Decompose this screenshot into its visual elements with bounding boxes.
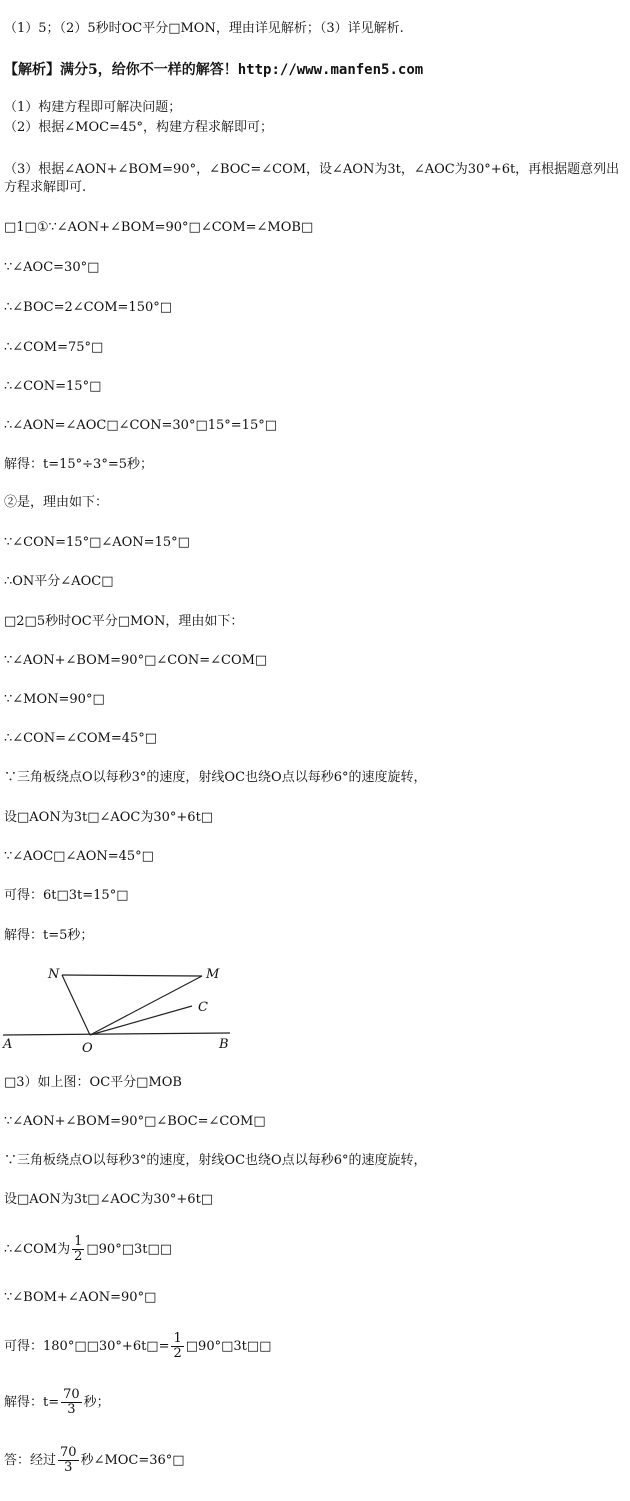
label-a: A bbox=[3, 1037, 13, 1052]
segment-nm bbox=[62, 975, 202, 976]
fraction-half: $\frac{1}{2}$ bbox=[74, 1234, 83, 1264]
part1-line: ∴∠AON=∠AOC□∠CON=30°□15°=15°□ bbox=[4, 418, 277, 433]
part1-line: □1□①∵∠AON+∠BOM=90°□∠COM=∠MOB□ bbox=[4, 220, 314, 235]
part3-line: ∵三角板绕点O以每秒3°的速度，射线OC也绕O点以每秒6°的速度旋转， bbox=[4, 1153, 427, 1168]
part2-line: 解得：t=5秒； bbox=[4, 928, 94, 943]
part2-line: ∴∠CON=∠COM=45°□ bbox=[4, 731, 158, 746]
part1-line: ∵∠CON=15°□∠AON=15°□ bbox=[4, 535, 190, 550]
label-o: O bbox=[82, 1041, 93, 1056]
label-c: C bbox=[198, 1000, 208, 1015]
line-ab bbox=[3, 1033, 230, 1035]
analysis-header-url: http://www.manfen5.com bbox=[237, 62, 424, 78]
hint-3: （3）根据∠AON+∠BOM=90°，∠BOC=∠COM，设∠AON为3t，∠AOC为30°+6t，再根据题意列出方程求解即可. bbox=[4, 162, 620, 195]
part2-line: ∵三角板绕点O以每秒3°的速度，射线OC也绕O点以每秒6°的速度旋转， bbox=[4, 770, 427, 785]
ray-oc bbox=[90, 1006, 192, 1035]
label-b: B bbox=[219, 1037, 229, 1052]
ray-on bbox=[62, 975, 90, 1035]
part2-line: ∵∠AON+∠BOM=90°□∠CON=∠COM□ bbox=[4, 653, 268, 668]
fraction-t: $\frac{70}{3}$ bbox=[63, 1387, 80, 1417]
fraction-t: $\frac{70}{3}$ bbox=[60, 1445, 77, 1475]
fraction-half: $\frac{1}{2}$ bbox=[173, 1331, 182, 1361]
part1-line: ∴ON平分∠AOC□ bbox=[4, 574, 114, 589]
part2-line: 可得：6t□3t=15°□ bbox=[4, 888, 129, 903]
analysis-header bbox=[4, 61, 626, 79]
part2-line: 设□AON为3t□∠AOC为30°+6t□ bbox=[4, 810, 214, 825]
part3-line: ∵∠BOM+∠AON=90°□ bbox=[4, 1290, 157, 1305]
part3-line: 设□AON为3t□∠AOC为30°+6t□ bbox=[4, 1192, 214, 1207]
part3-answer-line: 答：经过 $\frac{70}{3}$ 秒∠MOC=36°□ bbox=[4, 1445, 185, 1475]
part2-line: □2□5秒时OC平分□MON，理由如下： bbox=[4, 614, 244, 629]
part2-line: ∵∠MON=90°□ bbox=[4, 692, 105, 707]
part3-equation-line: 可得：180°□□30°+6t□= $\frac{1}{2}$ □90°□3t□□ bbox=[4, 1331, 272, 1361]
part1-line: ∴∠COM=75°□ bbox=[4, 340, 104, 355]
part1-line: ∴∠CON=15°□ bbox=[4, 379, 102, 394]
part3-line: □3）如上图：OC平分□MOB bbox=[4, 1075, 182, 1090]
part1-line: ②是，理由如下： bbox=[4, 495, 109, 510]
part1-line: ∴∠BOC=2∠COM=150°□ bbox=[4, 300, 173, 315]
part3-line: ∵∠AON+∠BOM=90°□∠BOC=∠COM□ bbox=[4, 1114, 266, 1129]
label-m: M bbox=[206, 967, 220, 982]
hint-2: （2）根据∠MOC=45°，构建方程求解即可； bbox=[4, 120, 274, 135]
part3-solution-line: 解得：t= $\frac{70}{3}$ 秒； bbox=[4, 1387, 110, 1417]
analysis-header-prefix: 【解析】满分5，给你不一样的解答！ bbox=[4, 62, 238, 78]
ray-om bbox=[90, 976, 202, 1035]
part1-line: ∵∠AOC=30°□ bbox=[4, 260, 100, 275]
hint-1: （1）构建方程即可解决问题； bbox=[4, 100, 182, 115]
label-n: N bbox=[48, 967, 60, 982]
part2-line: ∵∠AOC□∠AON=45°□ bbox=[4, 849, 154, 864]
angle-figure bbox=[0, 960, 250, 1056]
part3-com-line: ∴∠COM为 $\frac{1}{2}$ □90°□3t□□ bbox=[4, 1234, 173, 1264]
part1-line: 解得：t=15°÷3°=5秒； bbox=[4, 457, 153, 472]
answer-line: （1）5；（2）5秒时OC平分□MON，理由详见解析；（3）详见解析. bbox=[4, 21, 404, 36]
